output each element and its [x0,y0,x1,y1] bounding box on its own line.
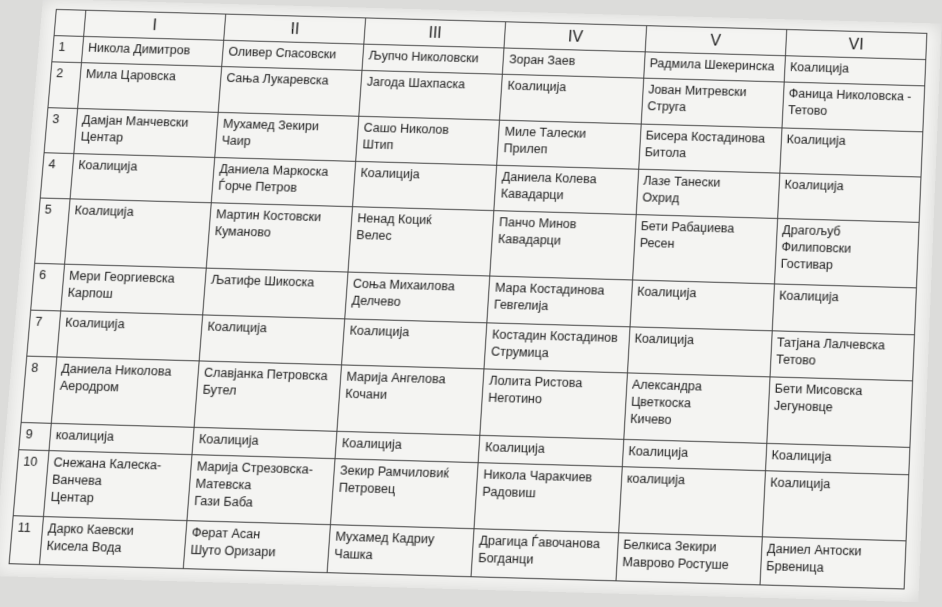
table-cell [767,377,913,447]
table-cell [218,67,362,116]
candidate-name: Мара Костадинова [494,280,605,298]
table-cell [327,525,474,577]
table-cell [622,439,767,471]
table-cell [641,78,784,127]
row-number: 9 [19,422,51,450]
candidate-name: Коалиција [73,203,135,220]
candidate-name: Бети Рабаџиева [640,219,735,237]
row-number: 10 [13,450,49,518]
table-cell [39,517,187,569]
table-cell [784,56,926,86]
candidate-name: Бети Мисовска [774,381,863,399]
table-cell [222,40,364,70]
table-cell [331,458,479,529]
candidate-municipality: Аеродром [59,378,120,395]
table-cell [70,154,215,204]
candidate-name: Снежана Калеска-Ванчева [51,455,162,488]
table-cell [774,219,919,288]
table-cell [211,157,356,207]
table-cell [474,462,621,533]
table-cell [487,276,632,326]
candidate-name: Даниела Маркоска [218,162,329,179]
table-cell [782,82,925,131]
table-cell [345,272,490,322]
column-header-v: V [645,26,787,56]
candidate-municipality: Ѓорче Петров [217,178,298,195]
candidate-name: Мартин Костовски [215,207,322,225]
candidate-name: Александра Цветкоска [630,377,703,411]
table-cell [356,116,500,165]
candidate-name: Коалиција [771,447,832,464]
candidate-name: Јагода Шахпаска [366,75,466,92]
candidate-name: Мухамед Зекири [222,116,320,133]
candidate-name: Даниел Антоски [766,542,862,560]
table-cell [479,435,624,467]
row-number: 11 [9,516,43,564]
table-cell [616,533,762,585]
table-cell [630,280,775,330]
candidate-municipality: Тетово [775,351,817,368]
candidate-name: Коалиција [634,331,695,347]
candidate-name: Даниела Колева [501,169,597,187]
column-header-iii: III [364,18,506,48]
row-number: 5 [35,198,70,264]
table-cell [643,52,785,82]
table-cell [480,369,627,439]
candidate-municipality: Гостивар [780,257,834,273]
candidate-municipality: Јегуновце [773,398,834,415]
candidate-name: Зоран Заев [508,52,576,68]
candidate-municipality: Струмица [490,344,550,360]
candidate-name: Лазе Танески [642,173,721,190]
table-cell [623,373,769,443]
table-cell [494,165,638,215]
row-number: 6 [31,263,65,310]
candidate-name: Ненад Коциќ [357,211,433,228]
candidate-name: Драгољуб Филиповски [781,223,852,257]
candidate-municipality: Кисела Вода [45,539,123,556]
table-cell [78,63,222,112]
table-cell [199,314,345,364]
candidate-name: Зекир Рамчиловиќ [339,463,450,481]
column-header-iv: IV [504,22,646,52]
candidate-municipality: Маврово Ростуше [621,555,730,573]
candidate-municipality: Богданци [477,551,534,568]
candidate-name: Јован Митревски [647,82,747,100]
candidate-municipality: Кавадарци [500,186,564,203]
table-cell [65,199,212,268]
candidate-name: Дарко Каевски [47,521,135,539]
candidate-municipality: Карпош [67,285,114,301]
candidate-name: Славјанка Петровска [203,365,329,384]
candidate-name: Никола Чаракчиев [482,467,593,485]
table-cell [335,431,480,462]
table-cell [362,44,504,74]
table-cell [765,443,910,475]
table-cell [61,264,207,314]
candidate-name: Оливер Спасовски [227,44,337,62]
candidate-name: Коалиција [349,323,410,339]
candidate-name: Костадин Костадинов [491,327,619,345]
candidate-name: Љупчо Николовски [368,48,479,66]
table-cell [43,450,192,521]
candidate-table [9,9,928,590]
candidate-municipality: Делчево [351,293,402,310]
table-cell [497,120,641,169]
table-cell [490,211,636,280]
candidate-name: Соња Михаилова [352,276,456,294]
table-cell [342,318,487,368]
candidate-name: Миле Талески [504,124,587,141]
candidate-name: Ферат Асан [191,525,261,543]
table-cell [348,207,494,276]
candidate-name: Мухамед Кадриу [334,529,435,547]
candidate-name: Дамјан Манчевски [81,112,189,130]
candidate-name: Панчо Минов [498,215,577,232]
candidate-municipality: Велес [355,228,393,244]
table-cell [49,423,194,454]
table-cell [192,427,337,458]
candidate-name: Коалиција [198,431,260,448]
candidate-name: Мери Георгиевска [68,268,176,286]
table-cell [762,471,909,542]
candidate-name: Коалиција [769,475,831,492]
candidate-name: Коалиција [507,78,567,95]
candidate-name: Бисера Костадинова [645,128,766,146]
table-cell [359,71,503,120]
candidate-municipality: Брвеница [765,559,824,576]
table-cell [51,357,199,427]
candidate-name: Коалиција [636,284,697,301]
table-cell [618,466,765,537]
candidate-municipality: Чаир [221,133,252,148]
table-cell [780,128,923,177]
candidate-name: Даниела Николова [60,361,172,379]
candidate-municipality: Кочани [344,386,388,402]
table-cell [81,36,223,66]
candidate-name: Никола Димитров [87,40,191,58]
candidate-municipality: Неготино [487,390,543,407]
table-cell [337,365,484,435]
candidate-name: коалиција [626,471,686,488]
candidate-municipality: Петровец [338,480,396,497]
table-cell [772,284,916,334]
candidate-municipality: Чашка [333,547,374,563]
candidate-municipality: Гевгелија [493,297,549,314]
candidate-name: Коалиција [77,158,138,174]
table-cell [183,521,330,573]
row-number: 4 [40,153,74,200]
candidate-municipality: Радовиш [481,484,537,501]
candidate-municipality: Шуто Оризари [189,543,276,560]
table-cell [632,215,777,284]
candidate-name: Драгица Ѓавочанова [478,533,601,552]
candidate-municipality: Струга [646,99,687,115]
candidate-name: Лолита Ристова [488,373,583,391]
candidate-municipality: Битола [644,144,687,160]
table-cell [760,537,906,589]
candidate-municipality: Штип [362,137,394,152]
candidate-name: Љатифе Шикоска [210,272,315,290]
row-number: 8 [21,356,57,423]
row-number: 2 [48,62,81,108]
candidate-name: Марија Стрезовска-Матевска [194,459,314,493]
candidate-name: Коалиција [778,288,839,305]
candidate-name: Белкиса Зекири [622,537,717,555]
candidate-name: Коалиција [784,177,844,194]
candidate-municipality: Центар [50,489,95,506]
row-number: 3 [44,107,78,153]
table-cell [500,74,643,123]
candidate-name: Коалиција [341,435,403,452]
column-header-vi: VI [785,29,927,59]
row-number: 1 [52,36,84,63]
candidate-name: Коалиција [789,60,850,76]
table-cell [194,361,342,431]
candidate-name: Сашо Николов [363,120,450,137]
candidate-municipality: Кавадарци [497,232,562,249]
candidate-name: Мила Царовска [85,67,177,84]
candidate-municipality: Ресен [639,236,675,252]
candidate-municipality: Кичево [629,411,672,428]
table-cell [206,203,352,272]
candidate-municipality: Прилеп [503,140,548,156]
column-header-ii: II [224,14,366,44]
table-cell [203,268,348,318]
table-cell [636,169,780,219]
table-cell [770,330,915,381]
candidate-name: Коалиција [360,165,421,182]
candidate-municipality: Центар [80,129,124,145]
candidate-name: Сања Лукаревска [225,71,330,88]
candidate-name: Татјана Лалчевска [776,334,886,353]
candidate-name: Фаница Николовска - [788,86,912,104]
table-cell [187,454,335,525]
candidate-name: Коалиција [627,443,689,460]
header-corner [54,9,86,36]
candidate-municipality: Бутел [202,382,237,398]
table-cell [638,124,781,173]
table-cell [215,112,359,161]
table-cell [74,108,219,157]
candidate-name: коалиција [55,427,115,444]
column-header-i: I [84,10,226,40]
candidate-name: Коалиција [484,439,546,456]
table-cell [503,48,645,78]
candidate-name: Коалиција [786,132,846,148]
candidate-municipality: Куманово [214,224,272,241]
candidate-municipality: Тетово [787,103,828,119]
table-cell [627,326,772,376]
table-cell [57,310,203,360]
table-cell [353,161,497,211]
candidate-name: Марија Ангелова [346,369,446,387]
table-cell [471,529,618,581]
table-cell [484,322,629,372]
candidate-name: Радмила Шекеринска [649,56,775,74]
candidate-name: Коалиција [206,319,268,335]
row-number: 7 [27,310,61,357]
candidate-municipality: Гази Баба [193,493,254,510]
candidate-municipality: Охрид [641,190,680,206]
table-cell [777,173,921,223]
candidate-name: Коалиција [64,315,126,331]
